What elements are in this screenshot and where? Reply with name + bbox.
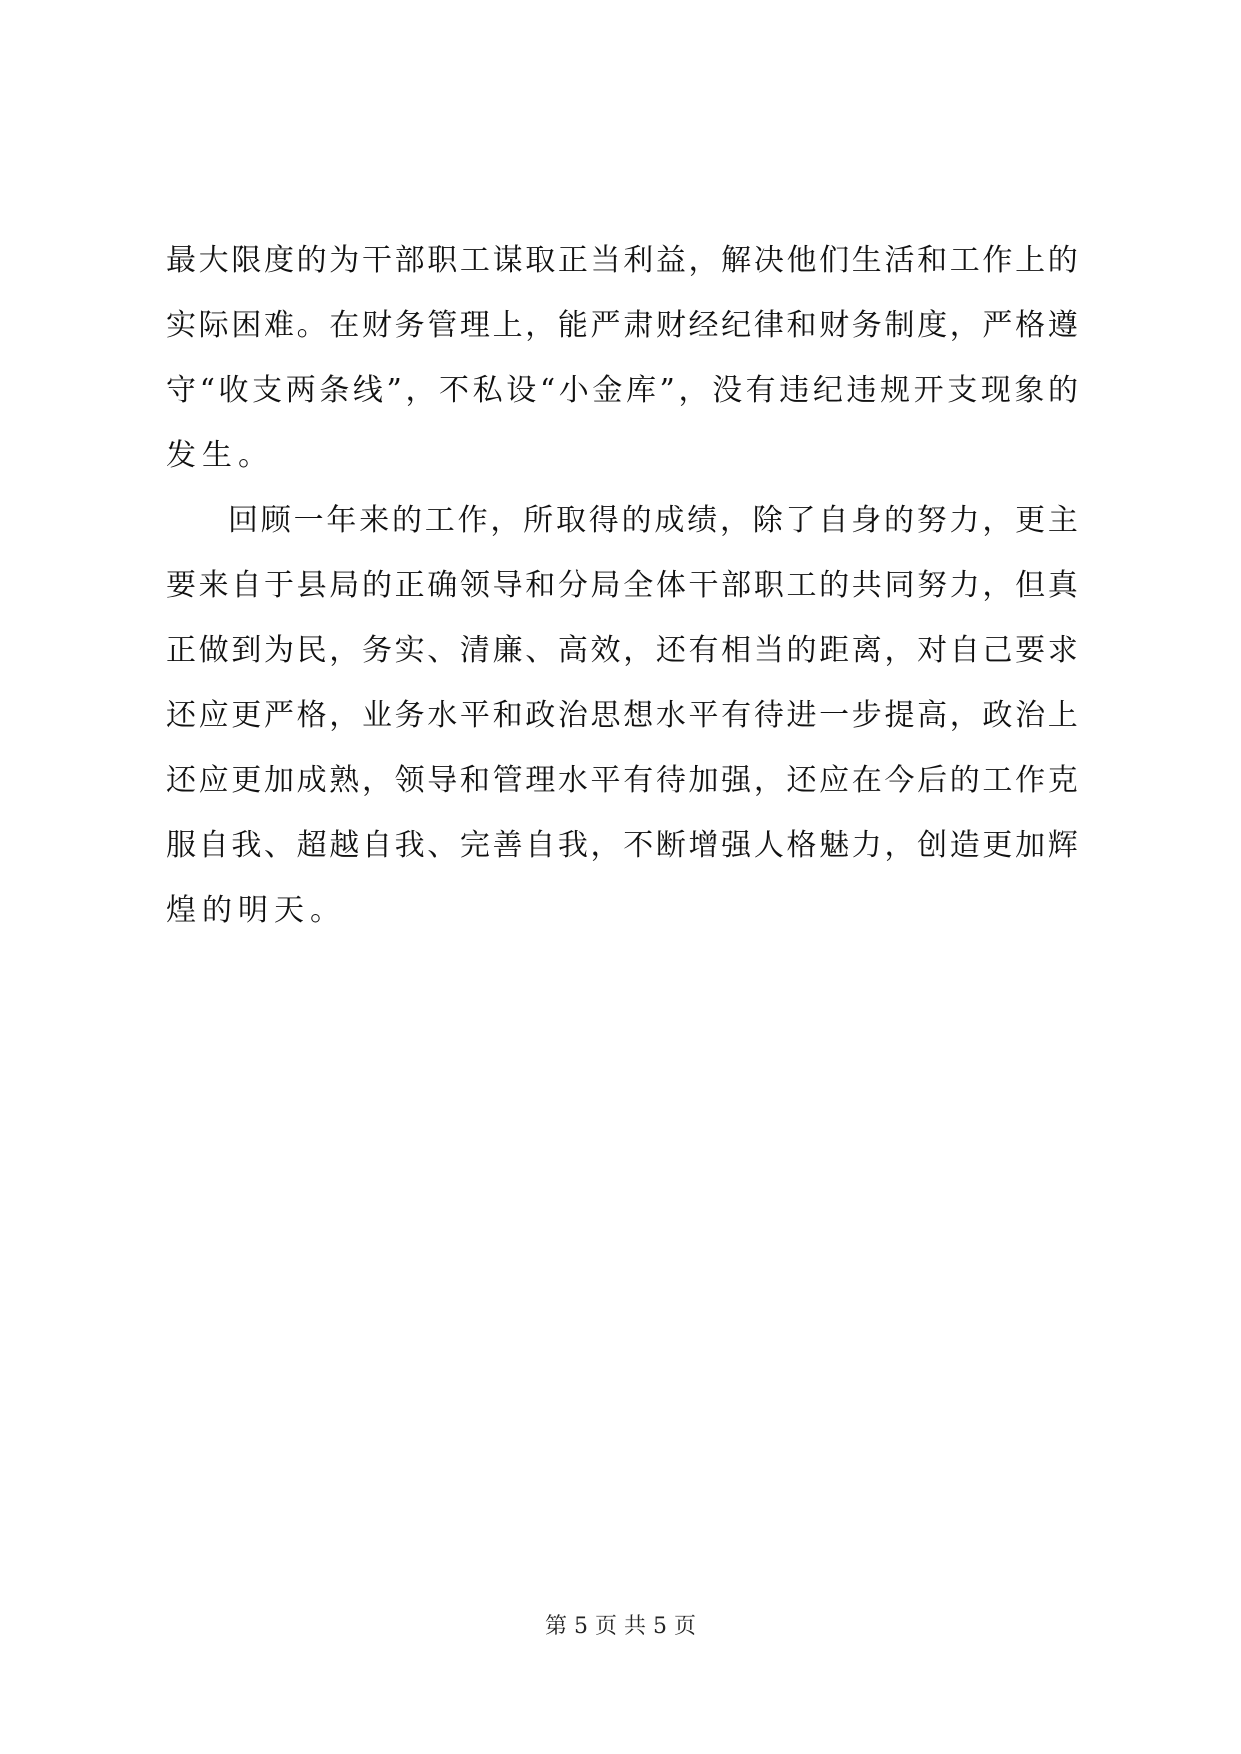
paragraph-line: 要 来 自 于 县 局 的 正 确 领 导 和 分 局 全 体 干 部 职 工 的 共 同 努 力 ， 但 真	[166, 568, 1078, 603]
paragraph-line: 回 顾 一 年 来 的 工 作 ， 所 取 得 的 成 绩 ， 除 了 自 身 的 努 力 ， 更 主	[228, 503, 1078, 538]
paragraph-line: 还 应 更 加 成 熟 ， 领 导 和 管 理 水 平 有 待 加 强 ， 还 应 在 今 后 的 工 作 克	[166, 763, 1078, 798]
paragraph-line: 还 应 更 严 格 ， 业 务 水 平 和 政 治 思 想 水 平 有 待 进 一 步 提 高 ， 政 治 上	[166, 698, 1078, 733]
paragraph-line: 守 “ 收 支 两 条 线 ” ， 不 私 设 “ 小 金 库 ” ， 没 有 违 纪 违 规 开 支 现 象 的	[166, 373, 1078, 408]
paragraph-line: 正 做 到 为 民 ， 务 实 、 清 廉 、 高 效 ， 还 有 相 当 的 距 离 ， 对 自 己 要 求	[166, 633, 1078, 668]
paragraph-line: 服 自 我 、 超 越 自 我 、 完 善 自 我 ， 不 断 增 强 人 格 魅 力 ， 创 造 更 加 辉	[166, 828, 1078, 863]
paragraph-line: 发生。	[166, 438, 274, 473]
page-number-footer: 第 5 页 共 5 页	[545, 1614, 696, 1639]
paragraph-line: 最 大 限 度 的 为 干 部 职 工 谋 取 正 当 利 益 ， 解 决 他 们 生 活 和 工 作 上 的	[166, 243, 1078, 278]
paragraph-line: 实 际 困 难 。 在 财 务 管 理 上 ， 能 严 肃 财 经 纪 律 和 财 务 制 度 ， 严 格 遵	[166, 308, 1078, 343]
body-text	[166, 228, 1078, 943]
paragraph-line: 煌的明天。	[166, 893, 346, 928]
